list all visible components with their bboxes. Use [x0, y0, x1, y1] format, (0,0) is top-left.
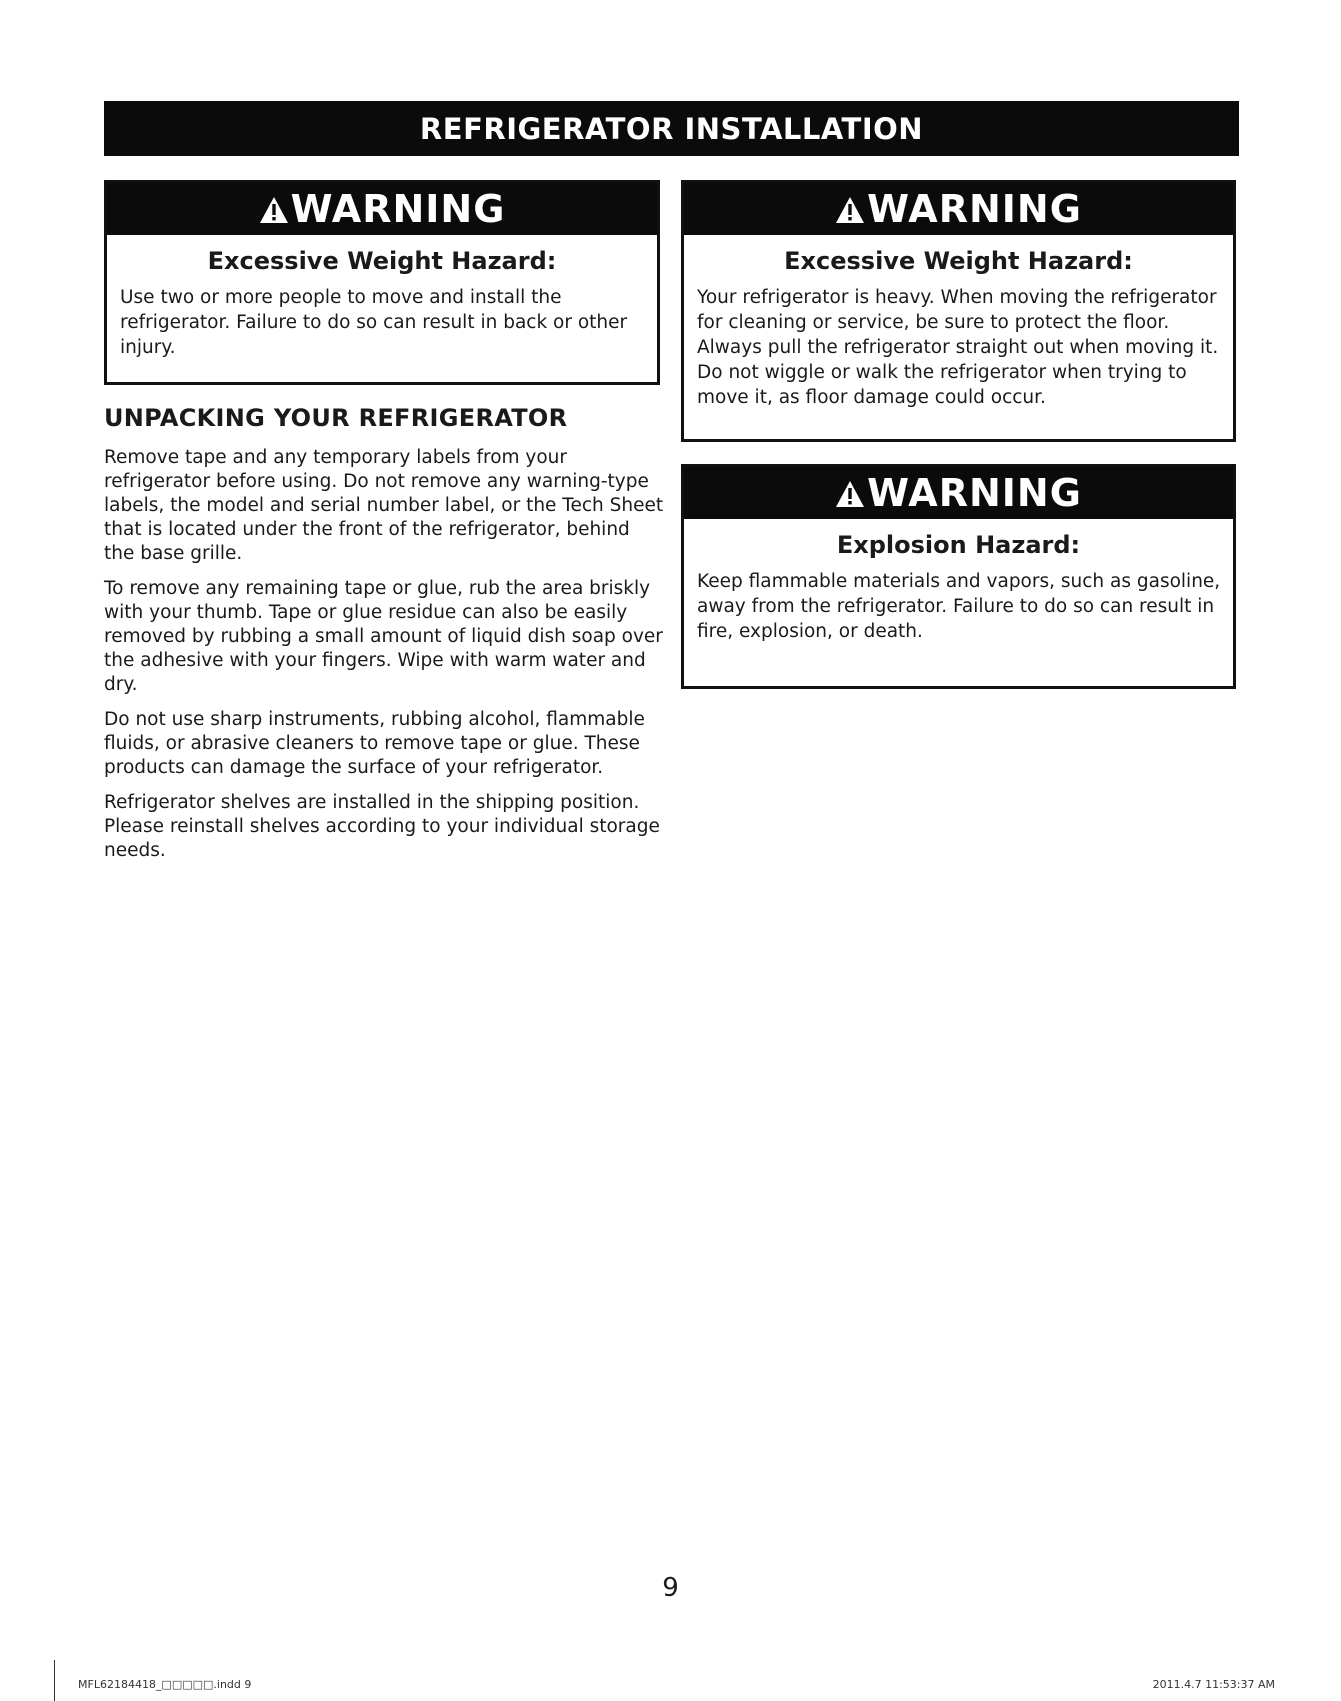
unpacking-body [104, 446, 664, 874]
warning-text: Your refrigerator is heavy. When moving the refrigerator for cleaning or service, be sure to protect the floor. Always pull the refrigerator straight out when moving it. Do not wiggle or walk the refrigerator when trying to move it, as floor damage could occur. [697, 287, 1219, 408]
crop-mark [54, 1660, 55, 1701]
warning-triangle-icon [835, 196, 865, 224]
paragraph: Remove tape and any temporary labels from your refrigerator before using. Do not remove any warning-type labels, the model and serial number label, or the Tech Sheet that is located under the front of the refrigerator, behind the base grille. [104, 447, 664, 564]
warning-title: Excessive Weight Hazard: [784, 247, 1133, 275]
warning-header [684, 183, 1233, 235]
warning-label: WARNING [290, 187, 506, 231]
warning-text: Keep flammable materials and vapors, such as gasoline, away from the refrigerator. Failure to do so can result in fire, explosion, or death. [697, 571, 1221, 642]
warning-header [107, 183, 657, 235]
page-title: REFRIGERATOR INSTALLATION [419, 111, 924, 146]
warning-text: Use two or more people to move and install the refrigerator. Failure to do so can result in back or other injury. [120, 287, 628, 358]
warning-title: Explosion Hazard: [836, 531, 1081, 559]
warning-label: WARNING [867, 187, 1082, 231]
warning-box-weight-left [104, 180, 660, 385]
warning-triangle-icon [259, 196, 289, 224]
warning-label: WARNING [867, 471, 1082, 515]
warning-title: Excessive Weight Hazard: [207, 247, 557, 275]
warning-triangle-icon [835, 480, 865, 508]
section-heading-unpacking: UNPACKING YOUR REFRIGERATOR [104, 404, 568, 432]
warning-box-explosion [681, 464, 1236, 689]
paragraph: Refrigerator shelves are installed in the shipping position. Please reinstall shelves according to your individual storage needs. [104, 792, 660, 861]
warning-box-weight-right [681, 180, 1236, 442]
page-number: 9 [662, 1573, 679, 1603]
footer-file-name: MFL62184418_□□□□□.indd 9 [78, 1678, 252, 1691]
warning-header [684, 467, 1233, 519]
paragraph: Do not use sharp instruments, rubbing alcohol, flammable fluids, or abrasive cleaners to remove tape or glue. These products can damage the surface of your refrigerator. [104, 709, 645, 778]
page-title-banner [104, 101, 1239, 156]
footer-timestamp: 2011.4.7 11:53:37 AM [1152, 1678, 1275, 1691]
paragraph: To remove any remaining tape or glue, rub the area briskly with your thumb. Tape or glue residue can also be easily removed by rubbing a small amount of liquid dish soap over the adhesive with your fingers. Wipe with warm water and dry. [104, 578, 663, 695]
